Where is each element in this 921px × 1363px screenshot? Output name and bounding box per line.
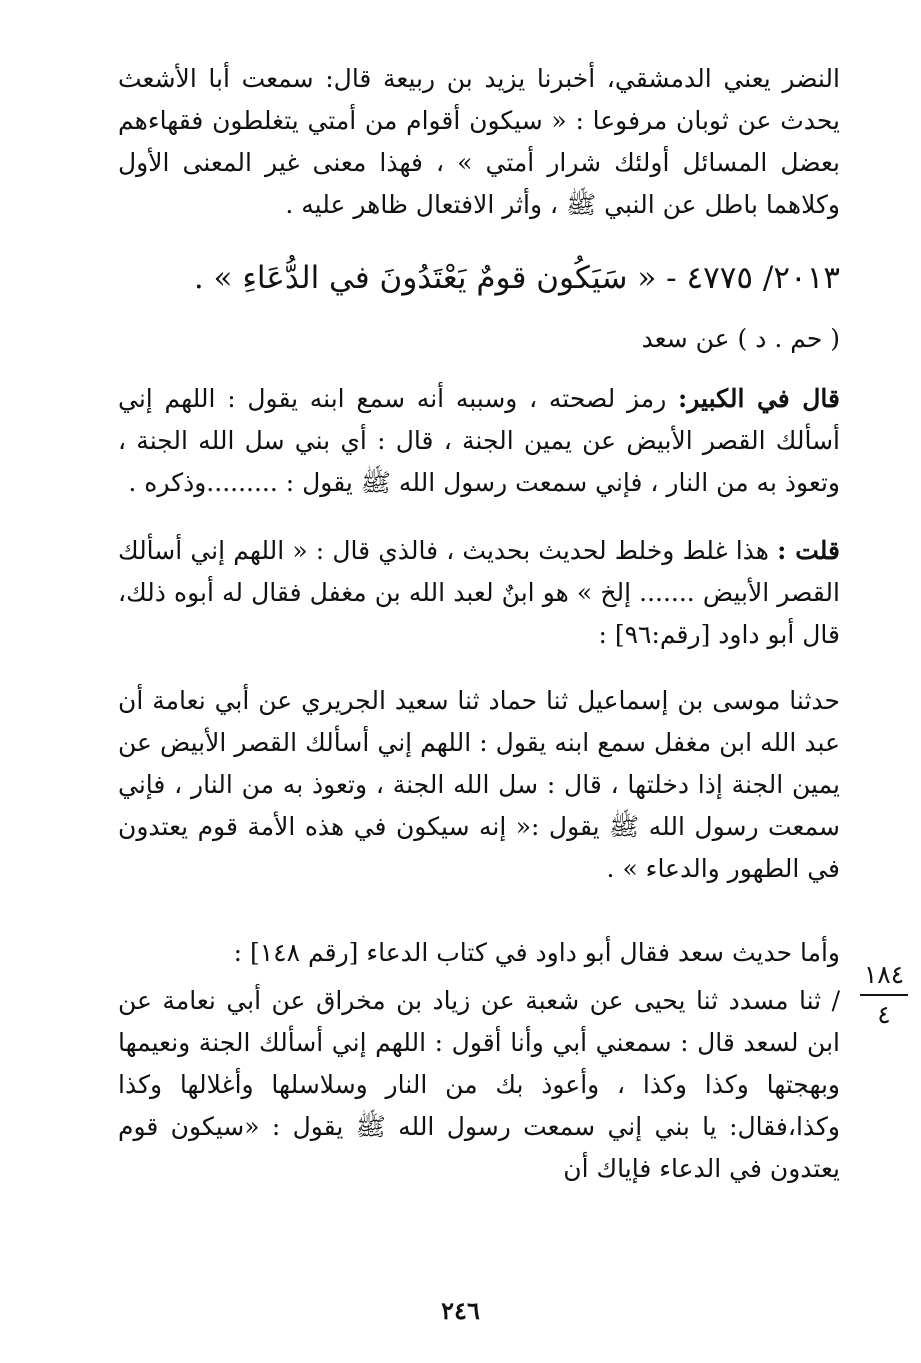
margin-page-reference xyxy=(856,958,912,1032)
margin-volume-number: ٤ xyxy=(877,1000,891,1029)
paragraph-lead: قال في الكبير: xyxy=(678,384,840,413)
paragraph-saad-intro: وأما حديث سعد فقال أبو داود في كتاب الدعاء [رقم ١٤٨] : xyxy=(233,938,840,967)
margin-divider xyxy=(860,994,908,996)
paragraph-body: رمز لصحته ، وسببه أنه سمع ابنه يقول : اللهم إني أسألك القصر الأبيض عن يمين الجنة ، قال : أي بني سل الله الجنة ، وتعوذ به من النار ، فإني سمعت رسول الله ﷺ يقول : .........وذكره . xyxy=(118,384,840,497)
paragraph-al-kabir xyxy=(118,378,840,504)
paragraph-body: هذا غلط وخلط لحديث بحديث ، فالذي قال : « اللهم إني أسألك القصر الأبيض ....... إلخ » هو ابنٌ لعبد الله بن مغفل فقال له أبوه ذلك، قال أبو داود [رقم:٩٦] : xyxy=(118,536,840,649)
hadith-source: ( حم . د ) عن سعد xyxy=(641,324,840,353)
page-number: ٢٤٦ xyxy=(441,1296,480,1325)
hadith-heading: ٢٠١٣/ ٤٧٧٥ - « سَيَكُون قومٌ يَعْتَدُونَ في الدُّعَاءِ » . xyxy=(193,260,840,296)
paragraph-isnad-musaddad: / ثنا مسدد ثنا يحيى عن شعبة عن زياد بن مخراق عن أبي نعامة عن ابن لسعد قال : سمعني أبي وأنا أقول : اللهم إني أسألك الجنة ونعيمها وبهجتها وكذا وكذا ، وأعوذ بك من النار وسلاسلها وأغلالها وكذا وكذا،فقال: يا بني إني سمعت رسول الله ﷺ يقول : «سيكون قوم يعتدون في الدعاء فإياك أن xyxy=(118,986,840,1183)
paragraph-continuation: النضر يعني الدمشقي، أخبرنا يزيد بن ربيعة قال: سمعت أبا الأشعث يحدث عن ثوبان مرفوعا : « سيكون أقوام من أمتي يتغلطون فقهاءهم بعضل المسائل أولئك شرار أمتي » ، فهذا معنى غير المعنى الأول وكلاهما باطل عن النبي ﷺ ، وأثر الافتعال ظاهر عليه . xyxy=(118,64,840,219)
paragraph-lead: قلت : xyxy=(777,536,840,565)
paragraph-comment xyxy=(118,530,840,656)
margin-page-number: ١٨٤ xyxy=(863,960,905,989)
paragraph-isnad-musa: حدثنا موسى بن إسماعيل ثنا حماد ثنا سعيد الجريري عن أبي نعامة أن عبد الله ابن مغفل سمع ابنه يقول : اللهم إني أسألك القصر الأبيض عن يمين الجنة إذا دخلتها ، قال : سل الله الجنة ، وتعوذ به من النار ، فإني سمعت رسول الله ﷺ يقول :« إنه سيكون في هذه الأمة قوم يعتدون في الطهور والدعاء » . xyxy=(118,686,840,883)
